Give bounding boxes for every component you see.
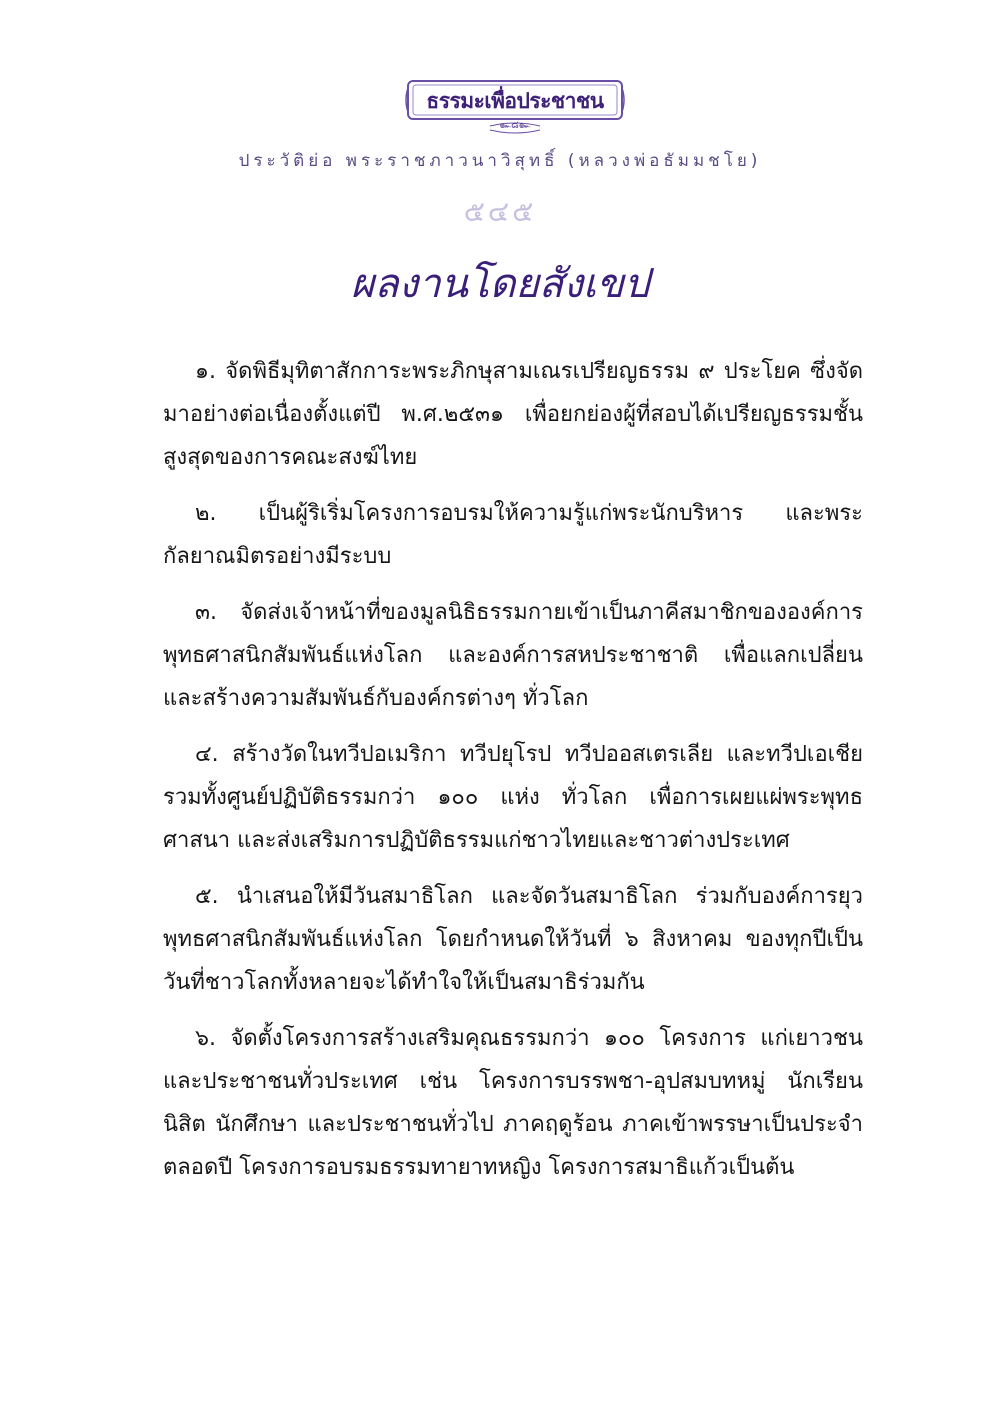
paragraph-3: ๓. จัดส่งเจ้าหน้าที่ของมูลนิธิธรรมกายเข้าเป็นภาคีสมาชิกขององค์การพุทธศาสนิกสัมพันธ์แห่งโลก และองค์การสหประชาชาติ เพื่อแลกเปลี่ยนและสร้างความสัมพันธ์กับองค์กรต่างๆ ทั่วโลก xyxy=(163,600,863,711)
logo-text: ธรรมะเพื่อประชาชน xyxy=(426,88,604,113)
page-number: ๕๔๕ xyxy=(463,195,537,228)
section-heading: ผลงานโดยสังเขป xyxy=(350,261,650,307)
paragraph-6: ๖. จัดตั้งโครงการสร้างเสริมคุณธรรมกว่า ๑๐๐ โครงการ แก่เยาวชนและประชาชนทั่วประเทศ เช่น โครงการบรรพชา-อุปสมบทหมู่ นักเรียน นิสิต นักศึกษา และประชาชนทั่วไป ภาคฤดูร้อน ภาคเข้าพรรษาเป็นประจำตลอดปี โครงการอบรมธรรมทายาทหญิง โครงการสมาธิแก้วเป็นต้น xyxy=(163,1026,863,1180)
paragraph-2: ๒. เป็นผู้ริเริ่มโครงการอบรมให้ความรู้แก่พระนักบริหาร และพระกัลยาณมิตรอย่างมีระบบ xyxy=(163,501,863,569)
book-title: ประวัติย่อ พระราชภาวนาวิสุทธิ์ (หลวงพ่อธัมมชโย) xyxy=(238,151,762,171)
paragraph-5: ๕. นำเสนอให้มีวันสมาธิโลก และจัดวันสมาธิโลก ร่วมกับองค์การยุวพุทธศาสนิกสัมพันธ์แห่งโลก โดยกำหนดให้วันที่ ๖ สิงหาคม ของทุกปีเป็นวันที่ชาวโลกทั้งหลายจะได้ทำใจให้เป็นสมาธิร่วมกัน xyxy=(163,884,863,995)
body-text xyxy=(163,350,863,1202)
paragraph-4: ๔. สร้างวัดในทวีปอเมริกา ทวีปยุโรป ทวีปออสเตรเลีย และทวีปเอเชีย รวมทั้งศูนย์ปฏิบัติธรรมกว่า ๑๐๐ แห่ง ทั่วโลก เพื่อการเผยแผ่พระพุทธศาสนา และส่งเสริมการปฏิบัติธรรมแก่ชาวไทยและชาวต่างประเทศ xyxy=(163,742,863,853)
header-logo xyxy=(404,78,626,138)
paragraph-1: ๑. จัดพิธีมุทิตาสักการะพระภิกษุสามเณรเปรียญธรรม ๙ ประโยค ซึ่งจัดมาอย่างต่อเนื่องตั้งแต่ปี พ.ศ.๒๕๓๑ เพื่อยกย่องผู้ที่สอบได้เปรียญธรรมชั้นสูงสุดของการคณะสงฆ์ไทย xyxy=(163,359,863,470)
logo-ornament: ๛๘๛ xyxy=(499,120,531,131)
